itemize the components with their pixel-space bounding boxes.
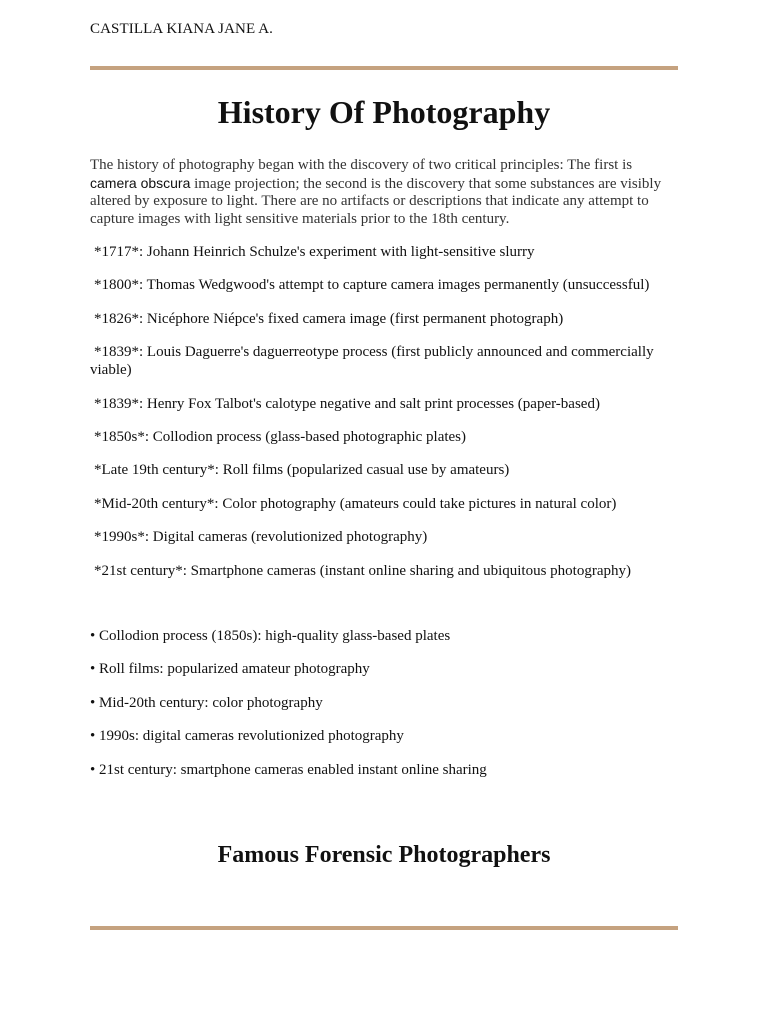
timeline-list [90, 243, 678, 595]
timeline-item: *1990s*: Digital cameras (revolutionized photography) [94, 529, 428, 546]
summary-bullet: • 1990s: digital cameras revolutionized photography [90, 728, 404, 745]
intro-text-end: image projection; the second is the discovery that some substances are visibly altered by exposure to light. There are no artifacts or descriptions that indicate any attempt to capture images with light sensitive materials prior to the 18th century. [90, 175, 662, 227]
top-divider [90, 66, 678, 70]
section-heading: Famous Forensic Photographers [217, 842, 551, 868]
timeline-item: *1717*: Johann Heinrich Schulze's experiment with light-sensitive slurry [94, 244, 535, 260]
intro-paragraph [90, 157, 678, 228]
timeline-item: *21st century*: Smartphone cameras (instant online sharing and ubiquitous photography) [94, 562, 631, 579]
summary-bullet-list [90, 627, 678, 794]
timeline-item: *1800*: Thomas Wedgwood's attempt to capture camera images permanently (unsuccessful) [94, 277, 650, 294]
summary-bullet: • Roll films: popularized amateur photography [90, 661, 370, 678]
timeline-item: *1850s*: Collodion process (glass-based photographic plates) [94, 428, 467, 445]
page-title: History Of Photography [217, 94, 551, 130]
timeline-item: *1839*: Louis Daguerre's daguerreotype process (first publicly announced and commercially viable) [90, 344, 654, 379]
timeline-item: *Mid-20th century*: Color photography (amateurs could take pictures in natural color) [94, 495, 617, 512]
timeline-item: *1839*: Henry Fox Talbot's calotype negative and salt print processes (paper-based) [94, 395, 600, 412]
timeline-item: *1826*: Nicéphore Niépce's fixed camera image (first permanent photograph) [94, 310, 564, 327]
intro-term: camera obscura [90, 174, 191, 191]
author-name: CASTILLA KIANA JANE A. [90, 21, 274, 37]
summary-bullet: • Collodion process (1850s): high-quality glass-based plates [90, 628, 451, 644]
summary-bullet: • 21st century: smartphone cameras enabled instant online sharing [90, 761, 487, 778]
intro-text-start: The history of photography began with the discovery of two critical principles: The first is [90, 157, 633, 173]
timeline-item: *Late 19th century*: Roll films (popularized casual use by amateurs) [94, 462, 510, 479]
summary-bullet: • Mid-20th century: color photography [90, 694, 323, 711]
bottom-divider [90, 926, 678, 930]
